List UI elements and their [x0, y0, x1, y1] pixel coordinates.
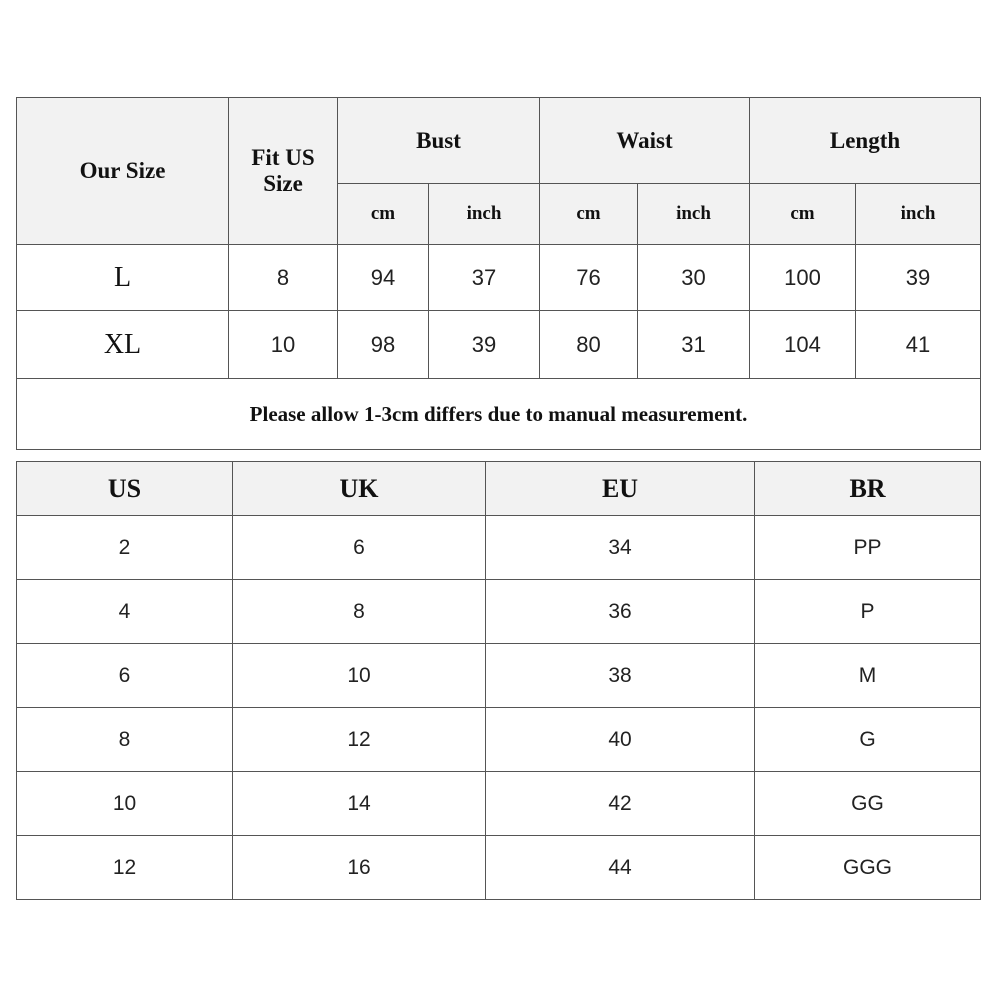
br-cell: M	[755, 644, 981, 708]
br-cell: GG	[755, 772, 981, 836]
waist-cm-cell: 76	[540, 245, 638, 311]
conversion-header-row	[17, 462, 981, 516]
table-row	[17, 836, 981, 900]
fit-us-cell: 8	[229, 245, 338, 311]
eu-cell: 36	[486, 580, 755, 644]
eu-header: EU	[486, 462, 755, 516]
length-cm-cell: 104	[750, 311, 856, 379]
uk-cell: 16	[233, 836, 486, 900]
measurement-note: Please allow 1-3cm differs due to manual measurement.	[17, 379, 981, 450]
br-cell: GGG	[755, 836, 981, 900]
table-row	[17, 644, 981, 708]
waist-inch-header: inch	[638, 184, 750, 245]
eu-cell: 34	[486, 516, 755, 580]
waist-cm-header: cm	[540, 184, 638, 245]
our-size-cell: XL	[17, 311, 229, 379]
bust-cm-cell: 98	[338, 311, 429, 379]
uk-cell: 6	[233, 516, 486, 580]
br-cell: P	[755, 580, 981, 644]
us-cell: 10	[17, 772, 233, 836]
table-row	[17, 311, 981, 379]
our-size-header: Our Size	[17, 98, 229, 245]
bust-header: Bust	[338, 98, 540, 184]
br-cell: PP	[755, 516, 981, 580]
uk-cell: 12	[233, 708, 486, 772]
length-inch-header: inch	[856, 184, 981, 245]
bust-inch-cell: 37	[429, 245, 540, 311]
table-row	[17, 708, 981, 772]
length-cm-header: cm	[750, 184, 856, 245]
us-cell: 6	[17, 644, 233, 708]
table-row	[17, 772, 981, 836]
length-cm-cell: 100	[750, 245, 856, 311]
table-row	[17, 580, 981, 644]
bust-cm-header: cm	[338, 184, 429, 245]
bust-cm-cell: 94	[338, 245, 429, 311]
bust-inch-cell: 39	[429, 311, 540, 379]
uk-cell: 10	[233, 644, 486, 708]
table-row	[17, 245, 981, 311]
length-header: Length	[750, 98, 981, 184]
size-measurement-table	[16, 97, 981, 450]
fit-us-size-header	[229, 98, 338, 245]
us-cell: 8	[17, 708, 233, 772]
length-inch-cell: 39	[856, 245, 981, 311]
our-size-cell: L	[17, 245, 229, 311]
length-inch-cell: 41	[856, 311, 981, 379]
bust-inch-header: inch	[429, 184, 540, 245]
fit-us-size-header-line1: Fit US	[251, 145, 315, 170]
eu-cell: 38	[486, 644, 755, 708]
eu-cell: 40	[486, 708, 755, 772]
us-header: US	[17, 462, 233, 516]
uk-cell: 14	[233, 772, 486, 836]
size-conversion-table	[16, 461, 981, 900]
uk-header: UK	[233, 462, 486, 516]
fit-us-size-header-line2: Size	[263, 171, 303, 196]
table-row	[17, 516, 981, 580]
waist-inch-cell: 31	[638, 311, 750, 379]
waist-cm-cell: 80	[540, 311, 638, 379]
br-cell: G	[755, 708, 981, 772]
uk-cell: 8	[233, 580, 486, 644]
eu-cell: 42	[486, 772, 755, 836]
fit-us-cell: 10	[229, 311, 338, 379]
waist-header: Waist	[540, 98, 750, 184]
us-cell: 4	[17, 580, 233, 644]
us-cell: 2	[17, 516, 233, 580]
us-cell: 12	[17, 836, 233, 900]
br-header: BR	[755, 462, 981, 516]
eu-cell: 44	[486, 836, 755, 900]
waist-inch-cell: 30	[638, 245, 750, 311]
